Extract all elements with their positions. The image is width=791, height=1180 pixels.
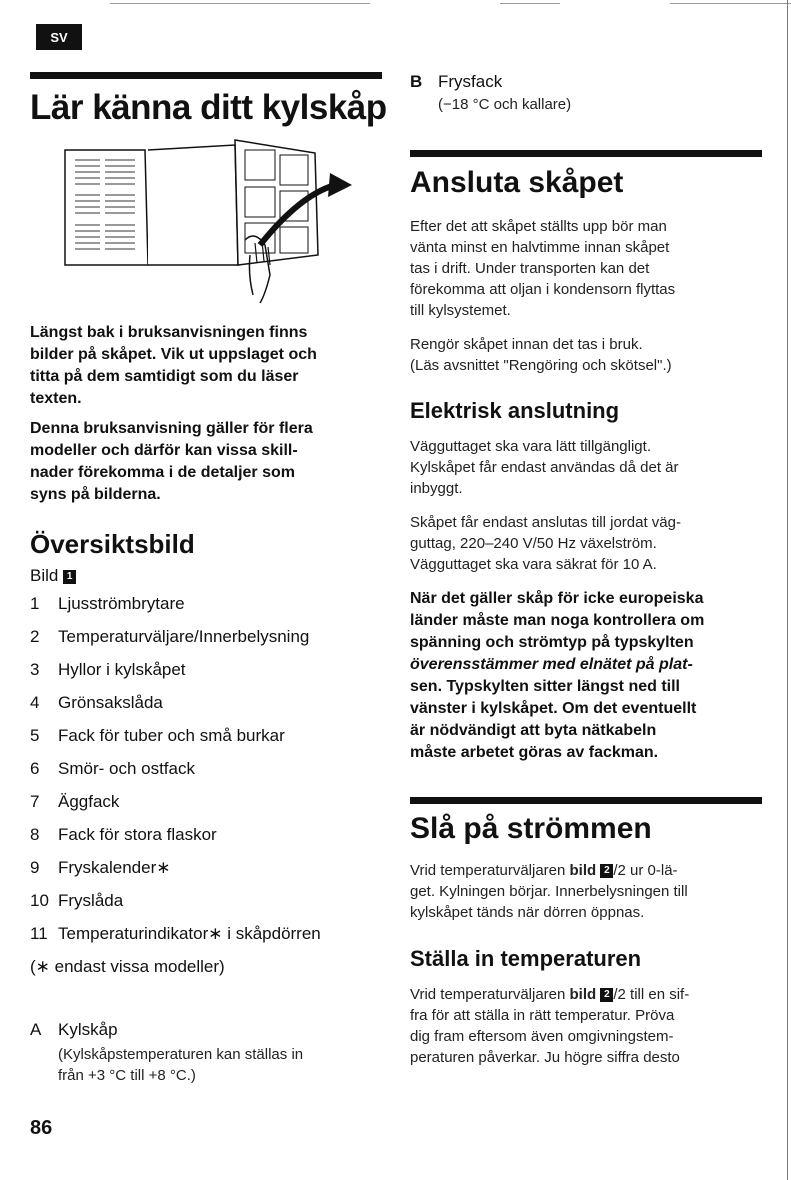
- text-line: (Kylskåpstemperaturen kan ställas in: [58, 1046, 304, 1063]
- item-number: 10: [30, 891, 49, 910]
- top-dash-line: [500, 3, 560, 4]
- section-rule: [30, 72, 382, 79]
- section-rule: [410, 150, 762, 157]
- item-text: Fryslåda: [58, 891, 124, 910]
- text-line: [410, 860, 770, 881]
- item-text: Temperaturindikator∗ i skåpdörren: [58, 924, 321, 943]
- list-item: [30, 594, 185, 614]
- figure-reference: [30, 566, 76, 586]
- figure-label: Bild: [30, 566, 59, 585]
- text-line: Kylskåpet får endast användas då det är: [410, 459, 679, 476]
- item-number: 11: [30, 924, 48, 943]
- text-span: Vrid temperaturväljaren: [410, 986, 570, 1003]
- text-line: syns på bilderna.: [30, 486, 161, 503]
- text-span: /2 till en sif-: [613, 986, 690, 1003]
- text-line: vänta minst en halvtimme innan skåpet: [410, 239, 670, 256]
- list-item: [30, 627, 309, 647]
- text-line: När det gäller skåp för icke europeiska: [410, 590, 704, 607]
- item-number: 2: [30, 627, 40, 646]
- overview-heading: Översiktsbild: [30, 529, 195, 559]
- item-text: Ljusströmbrytare: [58, 594, 185, 613]
- electrical-warning: [410, 588, 770, 764]
- text-line: (Läs avsnittet "Rengöring och skötsel".): [410, 357, 672, 374]
- item-text: Fryskalender∗: [58, 858, 171, 877]
- scan-edge-line: [787, 0, 788, 1180]
- figure-number-box: 2: [600, 864, 613, 878]
- text-line: är nödvändigt att byta nätkabeln: [410, 722, 657, 739]
- text-line: till kylsystemet.: [410, 302, 511, 319]
- list-item: [30, 759, 195, 779]
- list-item: [30, 825, 217, 845]
- text-line: länder måste man noga kontrollera om: [410, 612, 705, 629]
- temperature-heading: Ställa in temperaturen: [410, 946, 642, 971]
- item-text: Temperaturväljare/Innerbelysning: [58, 627, 310, 646]
- text-line: kylskåpet tänds när dörren öppnas.: [410, 904, 645, 921]
- text-line: Vägguttaget ska vara säkrat för 10 A.: [410, 556, 657, 573]
- list-item: [30, 858, 171, 878]
- section-b-description: (−18 °C och kallare): [438, 96, 572, 113]
- electrical-paragraph-2: [410, 512, 770, 575]
- top-dash-line: [110, 3, 370, 4]
- text-line: måste arbetet göras av fackman.: [410, 744, 659, 761]
- text-line: spänning och strömtyp på typskylten: [410, 634, 694, 651]
- item-number: 8: [30, 825, 40, 844]
- text-line: Denna bruksanvisning gäller för flera: [30, 420, 313, 437]
- connect-paragraph-1: [410, 216, 770, 321]
- text-line: modeller och därför kan vissa skill-: [30, 442, 298, 459]
- connect-paragraph-2: [410, 334, 770, 376]
- text-span: /2 ur 0-lä-: [613, 862, 678, 879]
- footnote: (∗ endast vissa modeller): [30, 957, 225, 976]
- text-line: Längst bak i bruksanvisningen finns: [30, 324, 308, 341]
- figure-number-box: 1: [63, 570, 76, 584]
- text-line: tas i drift. Under transporten kan det: [410, 260, 650, 277]
- language-badge: SV: [36, 24, 82, 50]
- fold-out-illustration-icon: [60, 135, 360, 305]
- text-line: överensstämmer med elnätet på plat-: [410, 656, 693, 673]
- figure-number-box: 2: [600, 988, 613, 1002]
- section-b-title: [410, 72, 502, 92]
- text-line: sen. Typskylten sitter längst ned till: [410, 678, 680, 695]
- text-line: bilder på skåpet. Vik ut uppslaget och: [30, 346, 317, 363]
- intro-paragraph-2: [30, 418, 380, 506]
- text-line: texten.: [30, 390, 82, 407]
- item-text: Smör- och ostfack: [58, 759, 195, 778]
- list-item: [30, 792, 119, 812]
- text-line: dig fram eftersom även omgivningstem-: [410, 1028, 674, 1045]
- text-line: från +3 °C till +8 °C.): [58, 1067, 196, 1084]
- list-item: [30, 660, 186, 680]
- text-line: [410, 984, 770, 1005]
- text-line: Efter det att skåpet ställts upp bör man: [410, 218, 667, 235]
- parts-list: [30, 594, 390, 1014]
- section-rule: [410, 797, 762, 804]
- list-item: [30, 924, 321, 944]
- list-item: [30, 693, 163, 713]
- item-text: Hyllor i kylskåpet: [58, 660, 186, 679]
- text-span: Vrid temperaturväljaren: [410, 862, 570, 879]
- item-number: 9: [30, 858, 40, 877]
- electrical-paragraph-1: [410, 436, 770, 499]
- item-number: 1: [30, 594, 40, 613]
- item-text: Fack för stora flaskor: [58, 825, 217, 844]
- item-number: 4: [30, 693, 40, 712]
- item-text: Äggfack: [58, 792, 120, 811]
- section-a-title: [30, 1020, 118, 1040]
- figure-label: bild: [569, 986, 597, 1003]
- item-number: 5: [30, 726, 40, 745]
- item-number: 7: [30, 792, 40, 811]
- section-letter: B: [410, 72, 423, 91]
- connect-heading: Ansluta skåpet: [410, 166, 624, 199]
- text-line: förekomma att oljan i kondensorn flyttas: [410, 281, 676, 298]
- intro-paragraph-1: [30, 322, 380, 410]
- text-line: inbyggt.: [410, 480, 463, 497]
- text-line: peraturen påverkar. Ju högre siffra desto: [410, 1049, 680, 1066]
- page-number: 86: [30, 1117, 53, 1139]
- section-name: Frysfack: [438, 72, 503, 91]
- text-line: vänster i kylskåpet. Om det eventuellt: [410, 700, 697, 717]
- text-line: fra för att ställa in rätt temperatur. Pröva: [410, 1007, 675, 1024]
- item-text: Grönsakslåda: [58, 693, 163, 712]
- item-number: 3: [30, 660, 40, 679]
- power-paragraph: [410, 860, 770, 923]
- section-a-description: [58, 1044, 378, 1086]
- power-heading: Slå på strömmen: [410, 812, 652, 845]
- list-item: [30, 891, 123, 911]
- text-line: titta på dem samtidigt som du läser: [30, 368, 299, 385]
- section-letter: A: [30, 1020, 42, 1039]
- page-title: Lär känna ditt kylskåp: [30, 88, 387, 127]
- text-line: Rengör skåpet innan det tas i bruk.: [410, 336, 643, 353]
- electrical-heading: Elektrisk anslutning: [410, 398, 620, 423]
- figure-label: bild: [569, 862, 597, 879]
- text-line: get. Kylningen börjar. Innerbelysningen till: [410, 883, 688, 900]
- text-line: Skåpet får endast anslutas till jordat väg-: [410, 514, 681, 531]
- text-line: nader förekomma i de detaljer som: [30, 464, 295, 481]
- text-line: Vägguttaget ska vara lätt tillgängligt.: [410, 438, 651, 455]
- list-item: [30, 726, 285, 746]
- text-line: guttag, 220–240 V/50 Hz växelström.: [410, 535, 657, 552]
- item-number: 6: [30, 759, 40, 778]
- top-dash-line: [670, 3, 791, 4]
- section-name: Kylskåp: [58, 1020, 118, 1039]
- temperature-paragraph: [410, 984, 770, 1068]
- item-text: Fack för tuber och små burkar: [58, 726, 285, 745]
